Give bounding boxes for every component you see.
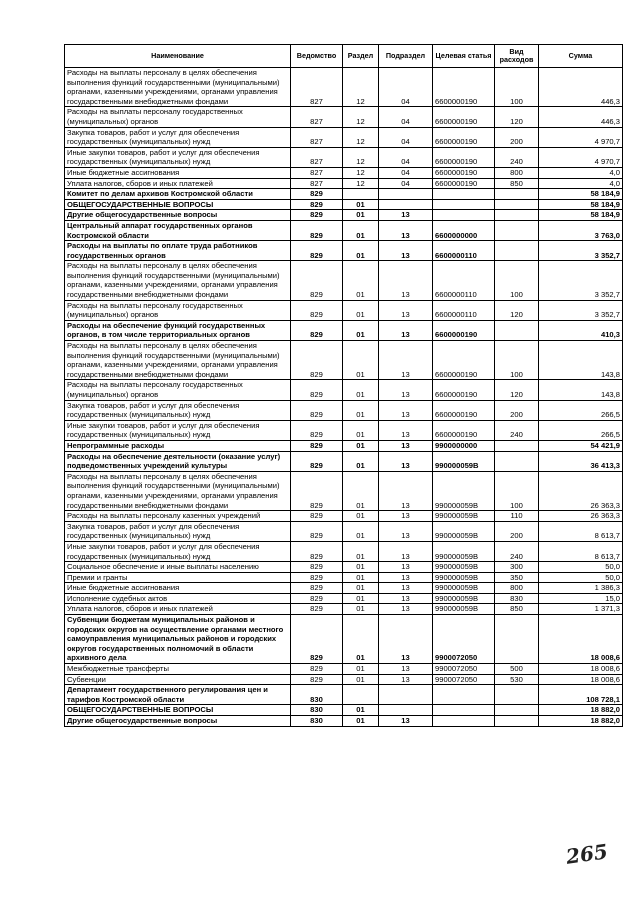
row-amount-cell: 4,0 <box>539 167 623 178</box>
row-subsection-cell: 13 <box>379 380 433 400</box>
row-department-cell: 829 <box>291 199 343 210</box>
row-department-cell: 829 <box>291 210 343 221</box>
row-subsection-cell <box>379 705 433 716</box>
row-amount-cell: 143,8 <box>539 380 623 400</box>
row-target-article-cell: 9900072050 <box>433 674 495 685</box>
table-row <box>65 615 623 664</box>
row-name-cell: Расходы на выплаты персоналу в целях обеспечения выполнения функций государственными (муниципальными) органами, казенными учреждениями, органами управления государственными внебюджетными фондами <box>65 341 291 380</box>
row-expense-type-cell: 530 <box>495 674 539 685</box>
row-name-cell: Социальное обеспечение и иные выплаты населению <box>65 562 291 573</box>
row-name-cell: ОБЩЕГОСУДАРСТВЕННЫЕ ВОПРОСЫ <box>65 199 291 210</box>
row-department-cell: 830 <box>291 705 343 716</box>
row-subsection-cell: 13 <box>379 572 433 583</box>
row-amount-cell: 3 763,0 <box>539 220 623 240</box>
row-section-cell: 01 <box>343 593 379 604</box>
row-subsection-cell: 04 <box>379 167 433 178</box>
row-expense-type-cell: 120 <box>495 380 539 400</box>
row-amount-cell: 446,3 <box>539 68 623 107</box>
row-expense-type-cell: 100 <box>495 68 539 107</box>
row-name-cell: Закупка товаров, работ и услуг для обеспечения государственных (муниципальных) нужд <box>65 127 291 147</box>
row-amount-cell: 18 008,6 <box>539 674 623 685</box>
table-row <box>65 716 623 727</box>
row-amount-cell: 54 421,9 <box>539 440 623 451</box>
row-amount-cell: 446,3 <box>539 107 623 127</box>
table-row <box>65 511 623 522</box>
row-subsection-cell <box>379 189 433 200</box>
row-target-article-cell: 990000059В <box>433 572 495 583</box>
row-amount-cell: 36 413,3 <box>539 451 623 471</box>
row-subsection-cell: 13 <box>379 400 433 420</box>
row-subsection-cell: 13 <box>379 511 433 522</box>
row-expense-type-cell <box>495 189 539 200</box>
row-name-cell: Иные закупки товаров, работ и услуг для обеспечения государственных (муниципальных) нужд <box>65 420 291 440</box>
row-amount-cell: 18 882,0 <box>539 716 623 727</box>
row-department-cell: 829 <box>291 593 343 604</box>
row-expense-type-cell: 350 <box>495 572 539 583</box>
row-subsection-cell: 13 <box>379 440 433 451</box>
row-subsection-cell: 04 <box>379 127 433 147</box>
row-amount-cell: 58 184,9 <box>539 210 623 221</box>
row-name-cell: Расходы на выплаты персоналу в целях обеспечения выполнения функций государственными (муниципальными) органами, казенными учреждениями, органами управления государственными внебюджетными фондами <box>65 68 291 107</box>
table-row <box>65 471 623 510</box>
table-row <box>65 562 623 573</box>
row-target-article-cell <box>433 199 495 210</box>
row-subsection-cell: 13 <box>379 220 433 240</box>
row-subsection-cell: 13 <box>379 300 433 320</box>
row-amount-cell: 266,5 <box>539 400 623 420</box>
row-section-cell: 01 <box>343 615 379 664</box>
row-subsection-cell: 13 <box>379 716 433 727</box>
row-section-cell: 01 <box>343 541 379 561</box>
row-target-article-cell: 990000059В <box>433 604 495 615</box>
row-department-cell: 830 <box>291 685 343 705</box>
row-expense-type-cell: 100 <box>495 341 539 380</box>
row-name-cell: Центральный аппарат государственных органов Костромской области <box>65 220 291 240</box>
row-expense-type-cell <box>495 220 539 240</box>
table-row <box>65 451 623 471</box>
row-amount-cell: 26 363,3 <box>539 511 623 522</box>
row-name-cell: Расходы на обеспечение деятельности (оказание услуг) подведомственных учреждений культуры <box>65 451 291 471</box>
row-expense-type-cell: 850 <box>495 178 539 189</box>
row-name-cell: Иные закупки товаров, работ и услуг для обеспечения государственных (муниципальных) нужд <box>65 541 291 561</box>
row-expense-type-cell: 300 <box>495 562 539 573</box>
table-row <box>65 400 623 420</box>
row-name-cell: Непрограммные расходы <box>65 440 291 451</box>
row-department-cell: 829 <box>291 572 343 583</box>
row-section-cell: 01 <box>343 511 379 522</box>
table-row <box>65 440 623 451</box>
row-section-cell: 01 <box>343 440 379 451</box>
row-subsection-cell: 13 <box>379 241 433 261</box>
row-subsection-cell: 13 <box>379 471 433 510</box>
row-target-article-cell: 9900000000 <box>433 440 495 451</box>
row-department-cell: 827 <box>291 167 343 178</box>
row-section-cell: 01 <box>343 341 379 380</box>
row-section-cell: 12 <box>343 147 379 167</box>
row-section-cell: 01 <box>343 562 379 573</box>
row-name-cell: Расходы на выплаты по оплате труда работников государственных органов <box>65 241 291 261</box>
row-subsection-cell: 13 <box>379 674 433 685</box>
row-target-article-cell: 6600000000 <box>433 220 495 240</box>
row-section-cell: 12 <box>343 107 379 127</box>
table-row <box>65 674 623 685</box>
row-department-cell: 829 <box>291 341 343 380</box>
table-row <box>65 521 623 541</box>
row-department-cell: 829 <box>291 664 343 675</box>
row-section-cell: 12 <box>343 127 379 147</box>
table-row <box>65 593 623 604</box>
row-amount-cell: 18 008,6 <box>539 615 623 664</box>
table-body <box>65 68 623 727</box>
row-department-cell: 827 <box>291 147 343 167</box>
row-expense-type-cell: 500 <box>495 664 539 675</box>
row-subsection-cell: 13 <box>379 562 433 573</box>
row-expense-type-cell <box>495 685 539 705</box>
row-department-cell: 829 <box>291 604 343 615</box>
row-expense-type-cell: 830 <box>495 593 539 604</box>
row-expense-type-cell: 200 <box>495 127 539 147</box>
row-subsection-cell: 13 <box>379 541 433 561</box>
table-row <box>65 147 623 167</box>
header-subsection: Подраздел <box>379 45 433 68</box>
row-subsection-cell: 13 <box>379 261 433 300</box>
row-expense-type-cell: 200 <box>495 400 539 420</box>
row-name-cell: Комитет по делам архивов Костромской области <box>65 189 291 200</box>
row-department-cell: 829 <box>291 220 343 240</box>
row-section-cell: 12 <box>343 167 379 178</box>
row-amount-cell: 3 352,7 <box>539 300 623 320</box>
table-row <box>65 127 623 147</box>
row-section-cell: 01 <box>343 451 379 471</box>
row-department-cell: 829 <box>291 562 343 573</box>
row-amount-cell: 8 613,7 <box>539 521 623 541</box>
row-section-cell: 12 <box>343 178 379 189</box>
row-section-cell: 01 <box>343 420 379 440</box>
row-name-cell: Расходы на выплаты персоналу государственных (муниципальных) органов <box>65 380 291 400</box>
row-name-cell: Уплата налогов, сборов и иных платежей <box>65 604 291 615</box>
table-header-row <box>65 45 623 68</box>
row-department-cell: 830 <box>291 716 343 727</box>
table-row <box>65 541 623 561</box>
page-number: 265 <box>564 839 610 869</box>
row-expense-type-cell <box>495 705 539 716</box>
header-expense-type: Вид расходов <box>495 45 539 68</box>
row-name-cell: Департамент государственного регулирования цен и тарифов Костромской области <box>65 685 291 705</box>
row-target-article-cell: 6600000110 <box>433 300 495 320</box>
row-amount-cell: 1 386,3 <box>539 583 623 594</box>
row-subsection-cell: 13 <box>379 583 433 594</box>
header-department: Ведомство <box>291 45 343 68</box>
row-department-cell: 829 <box>291 541 343 561</box>
row-amount-cell: 143,8 <box>539 341 623 380</box>
row-target-article-cell: 9900072050 <box>433 615 495 664</box>
row-name-cell: Расходы на выплаты персоналу казенных учреждений <box>65 511 291 522</box>
row-department-cell: 829 <box>291 440 343 451</box>
row-section-cell: 01 <box>343 380 379 400</box>
row-amount-cell: 410,3 <box>539 320 623 340</box>
row-department-cell: 829 <box>291 615 343 664</box>
table-row <box>65 300 623 320</box>
row-target-article-cell: 990000059В <box>433 593 495 604</box>
row-target-article-cell: 6600000190 <box>433 380 495 400</box>
row-target-article-cell: 990000059В <box>433 562 495 573</box>
table-row <box>65 68 623 107</box>
row-department-cell: 829 <box>291 320 343 340</box>
table-row <box>65 199 623 210</box>
table-row <box>65 210 623 221</box>
row-target-article-cell: 990000059В <box>433 451 495 471</box>
row-section-cell: 01 <box>343 320 379 340</box>
row-department-cell: 829 <box>291 674 343 685</box>
table-row <box>65 220 623 240</box>
row-section-cell: 01 <box>343 220 379 240</box>
row-target-article-cell: 6600000190 <box>433 147 495 167</box>
row-section-cell: 01 <box>343 716 379 727</box>
table-row <box>65 107 623 127</box>
row-target-article-cell: 6600000110 <box>433 261 495 300</box>
row-amount-cell: 4 970,7 <box>539 127 623 147</box>
row-target-article-cell <box>433 705 495 716</box>
row-section-cell: 01 <box>343 604 379 615</box>
row-amount-cell: 3 352,7 <box>539 241 623 261</box>
row-amount-cell: 4 970,7 <box>539 147 623 167</box>
row-name-cell: Расходы на выплаты персоналу государственных (муниципальных) органов <box>65 300 291 320</box>
row-department-cell: 827 <box>291 107 343 127</box>
row-expense-type-cell <box>495 210 539 221</box>
row-name-cell: Расходы на выплаты персоналу в целях обеспечения выполнения функций государственными (муниципальными) органами, казенными учреждениями, органами управления государственными внебюджетными фондами <box>65 471 291 510</box>
row-name-cell: Субвенции бюджетам муниципальных районов и городских округов на осуществление органами местного самоуправления муниципальных районов и городских округов государственных полномочий в области архивного дела <box>65 615 291 664</box>
table-row <box>65 685 623 705</box>
row-amount-cell: 50,0 <box>539 562 623 573</box>
header-name: Наименование <box>65 45 291 68</box>
row-section-cell: 01 <box>343 471 379 510</box>
row-target-article-cell: 990000059В <box>433 541 495 561</box>
row-section-cell: 01 <box>343 521 379 541</box>
row-subsection-cell: 13 <box>379 615 433 664</box>
row-expense-type-cell: 800 <box>495 167 539 178</box>
header-section: Раздел <box>343 45 379 68</box>
row-amount-cell: 18 008,6 <box>539 664 623 675</box>
row-department-cell: 829 <box>291 189 343 200</box>
row-section-cell: 01 <box>343 583 379 594</box>
row-name-cell: Исполнение судебных актов <box>65 593 291 604</box>
row-department-cell: 829 <box>291 521 343 541</box>
table-row <box>65 341 623 380</box>
row-department-cell: 827 <box>291 178 343 189</box>
row-department-cell: 829 <box>291 261 343 300</box>
row-department-cell: 829 <box>291 241 343 261</box>
row-expense-type-cell <box>495 451 539 471</box>
row-name-cell: Расходы на выплаты персоналу государственных (муниципальных) органов <box>65 107 291 127</box>
table-row <box>65 178 623 189</box>
row-section-cell: 01 <box>343 664 379 675</box>
row-target-article-cell <box>433 716 495 727</box>
row-section-cell: 01 <box>343 199 379 210</box>
row-name-cell: Иные закупки товаров, работ и услуг для обеспечения государственных (муниципальных) нужд <box>65 147 291 167</box>
row-section-cell: 01 <box>343 572 379 583</box>
table-row <box>65 241 623 261</box>
row-target-article-cell: 6600000110 <box>433 241 495 261</box>
table-row <box>65 572 623 583</box>
row-expense-type-cell: 100 <box>495 471 539 510</box>
row-expense-type-cell <box>495 320 539 340</box>
row-department-cell: 829 <box>291 420 343 440</box>
row-subsection-cell: 13 <box>379 320 433 340</box>
table-row <box>65 167 623 178</box>
table-row <box>65 604 623 615</box>
row-amount-cell: 26 363,3 <box>539 471 623 510</box>
row-expense-type-cell: 200 <box>495 521 539 541</box>
row-name-cell: Закупка товаров, работ и услуг для обеспечения государственных (муниципальных) нужд <box>65 400 291 420</box>
row-target-article-cell: 9900072050 <box>433 664 495 675</box>
row-target-article-cell: 6600000190 <box>433 320 495 340</box>
row-name-cell: Иные бюджетные ассигнования <box>65 583 291 594</box>
row-name-cell: ОБЩЕГОСУДАРСТВЕННЫЕ ВОПРОСЫ <box>65 705 291 716</box>
row-target-article-cell: 6600000190 <box>433 341 495 380</box>
row-name-cell: Закупка товаров, работ и услуг для обеспечения государственных (муниципальных) нужд <box>65 521 291 541</box>
row-subsection-cell <box>379 199 433 210</box>
row-target-article-cell: 6600000190 <box>433 178 495 189</box>
row-target-article-cell: 6600000190 <box>433 127 495 147</box>
row-target-article-cell: 990000059В <box>433 511 495 522</box>
row-section-cell: 01 <box>343 674 379 685</box>
row-subsection-cell <box>379 685 433 705</box>
row-department-cell: 829 <box>291 451 343 471</box>
row-name-cell: Расходы на выплаты персоналу в целях обеспечения выполнения функций государственными (муниципальными) органами, казенными учреждениями, органами управления государственными внебюджетными фондами <box>65 261 291 300</box>
row-amount-cell: 3 352,7 <box>539 261 623 300</box>
table-row <box>65 380 623 400</box>
row-section-cell <box>343 189 379 200</box>
row-target-article-cell: 990000059В <box>433 471 495 510</box>
row-subsection-cell: 04 <box>379 68 433 107</box>
row-subsection-cell: 13 <box>379 210 433 221</box>
row-name-cell: Другие общегосударственные вопросы <box>65 210 291 221</box>
row-amount-cell: 266,5 <box>539 420 623 440</box>
row-expense-type-cell: 240 <box>495 541 539 561</box>
row-target-article-cell <box>433 685 495 705</box>
row-name-cell: Другие общегосударственные вопросы <box>65 716 291 727</box>
row-section-cell: 01 <box>343 705 379 716</box>
row-expense-type-cell: 240 <box>495 147 539 167</box>
table-row <box>65 420 623 440</box>
row-amount-cell: 1 371,3 <box>539 604 623 615</box>
row-name-cell: Уплата налогов, сборов и иных платежей <box>65 178 291 189</box>
row-subsection-cell: 04 <box>379 107 433 127</box>
row-department-cell: 829 <box>291 300 343 320</box>
row-department-cell: 829 <box>291 511 343 522</box>
row-subsection-cell: 04 <box>379 178 433 189</box>
table-row <box>65 705 623 716</box>
row-section-cell: 01 <box>343 210 379 221</box>
table-row <box>65 320 623 340</box>
row-name-cell: Субвенции <box>65 674 291 685</box>
row-amount-cell: 8 613,7 <box>539 541 623 561</box>
row-expense-type-cell: 120 <box>495 107 539 127</box>
table-row <box>65 261 623 300</box>
row-subsection-cell: 04 <box>379 147 433 167</box>
row-section-cell: 01 <box>343 261 379 300</box>
row-subsection-cell: 13 <box>379 593 433 604</box>
row-expense-type-cell: 800 <box>495 583 539 594</box>
row-expense-type-cell: 120 <box>495 300 539 320</box>
row-amount-cell: 58 184,9 <box>539 199 623 210</box>
row-expense-type-cell: 240 <box>495 420 539 440</box>
row-target-article-cell: 990000059В <box>433 583 495 594</box>
row-amount-cell: 50,0 <box>539 572 623 583</box>
row-subsection-cell: 13 <box>379 341 433 380</box>
row-amount-cell: 18 882,0 <box>539 705 623 716</box>
row-section-cell: 01 <box>343 241 379 261</box>
row-department-cell: 829 <box>291 400 343 420</box>
row-target-article-cell <box>433 189 495 200</box>
row-name-cell: Иные бюджетные ассигнования <box>65 167 291 178</box>
row-amount-cell: 4,0 <box>539 178 623 189</box>
row-section-cell: 12 <box>343 68 379 107</box>
row-target-article-cell: 6600000190 <box>433 400 495 420</box>
row-expense-type-cell <box>495 440 539 451</box>
row-name-cell: Расходы на обеспечение функций государственных органов, в том числе территориальных органов <box>65 320 291 340</box>
header-amount: Сумма <box>539 45 623 68</box>
row-target-article-cell: 6600000190 <box>433 167 495 178</box>
row-department-cell: 827 <box>291 68 343 107</box>
row-section-cell <box>343 685 379 705</box>
budget-table <box>64 44 623 727</box>
row-subsection-cell: 13 <box>379 451 433 471</box>
row-section-cell: 01 <box>343 300 379 320</box>
row-target-article-cell <box>433 210 495 221</box>
row-amount-cell: 108 728,1 <box>539 685 623 705</box>
row-department-cell: 829 <box>291 583 343 594</box>
row-expense-type-cell <box>495 199 539 210</box>
row-expense-type-cell <box>495 241 539 261</box>
row-name-cell: Межбюджетные трансферты <box>65 664 291 675</box>
row-expense-type-cell <box>495 615 539 664</box>
row-expense-type-cell: 110 <box>495 511 539 522</box>
row-amount-cell: 15,0 <box>539 593 623 604</box>
row-expense-type-cell <box>495 716 539 727</box>
row-subsection-cell: 13 <box>379 521 433 541</box>
row-department-cell: 829 <box>291 471 343 510</box>
table-row <box>65 189 623 200</box>
row-section-cell: 01 <box>343 400 379 420</box>
row-expense-type-cell: 100 <box>495 261 539 300</box>
row-subsection-cell: 13 <box>379 664 433 675</box>
row-department-cell: 827 <box>291 127 343 147</box>
row-subsection-cell: 13 <box>379 420 433 440</box>
row-name-cell: Премии и гранты <box>65 572 291 583</box>
row-target-article-cell: 6600000190 <box>433 68 495 107</box>
table-row <box>65 583 623 594</box>
row-expense-type-cell: 850 <box>495 604 539 615</box>
table-row <box>65 664 623 675</box>
row-target-article-cell: 6600000190 <box>433 107 495 127</box>
row-department-cell: 829 <box>291 380 343 400</box>
header-target-article: Целевая статья <box>433 45 495 68</box>
row-amount-cell: 58 184,9 <box>539 189 623 200</box>
row-target-article-cell: 6600000190 <box>433 420 495 440</box>
row-target-article-cell: 990000059В <box>433 521 495 541</box>
row-subsection-cell: 13 <box>379 604 433 615</box>
